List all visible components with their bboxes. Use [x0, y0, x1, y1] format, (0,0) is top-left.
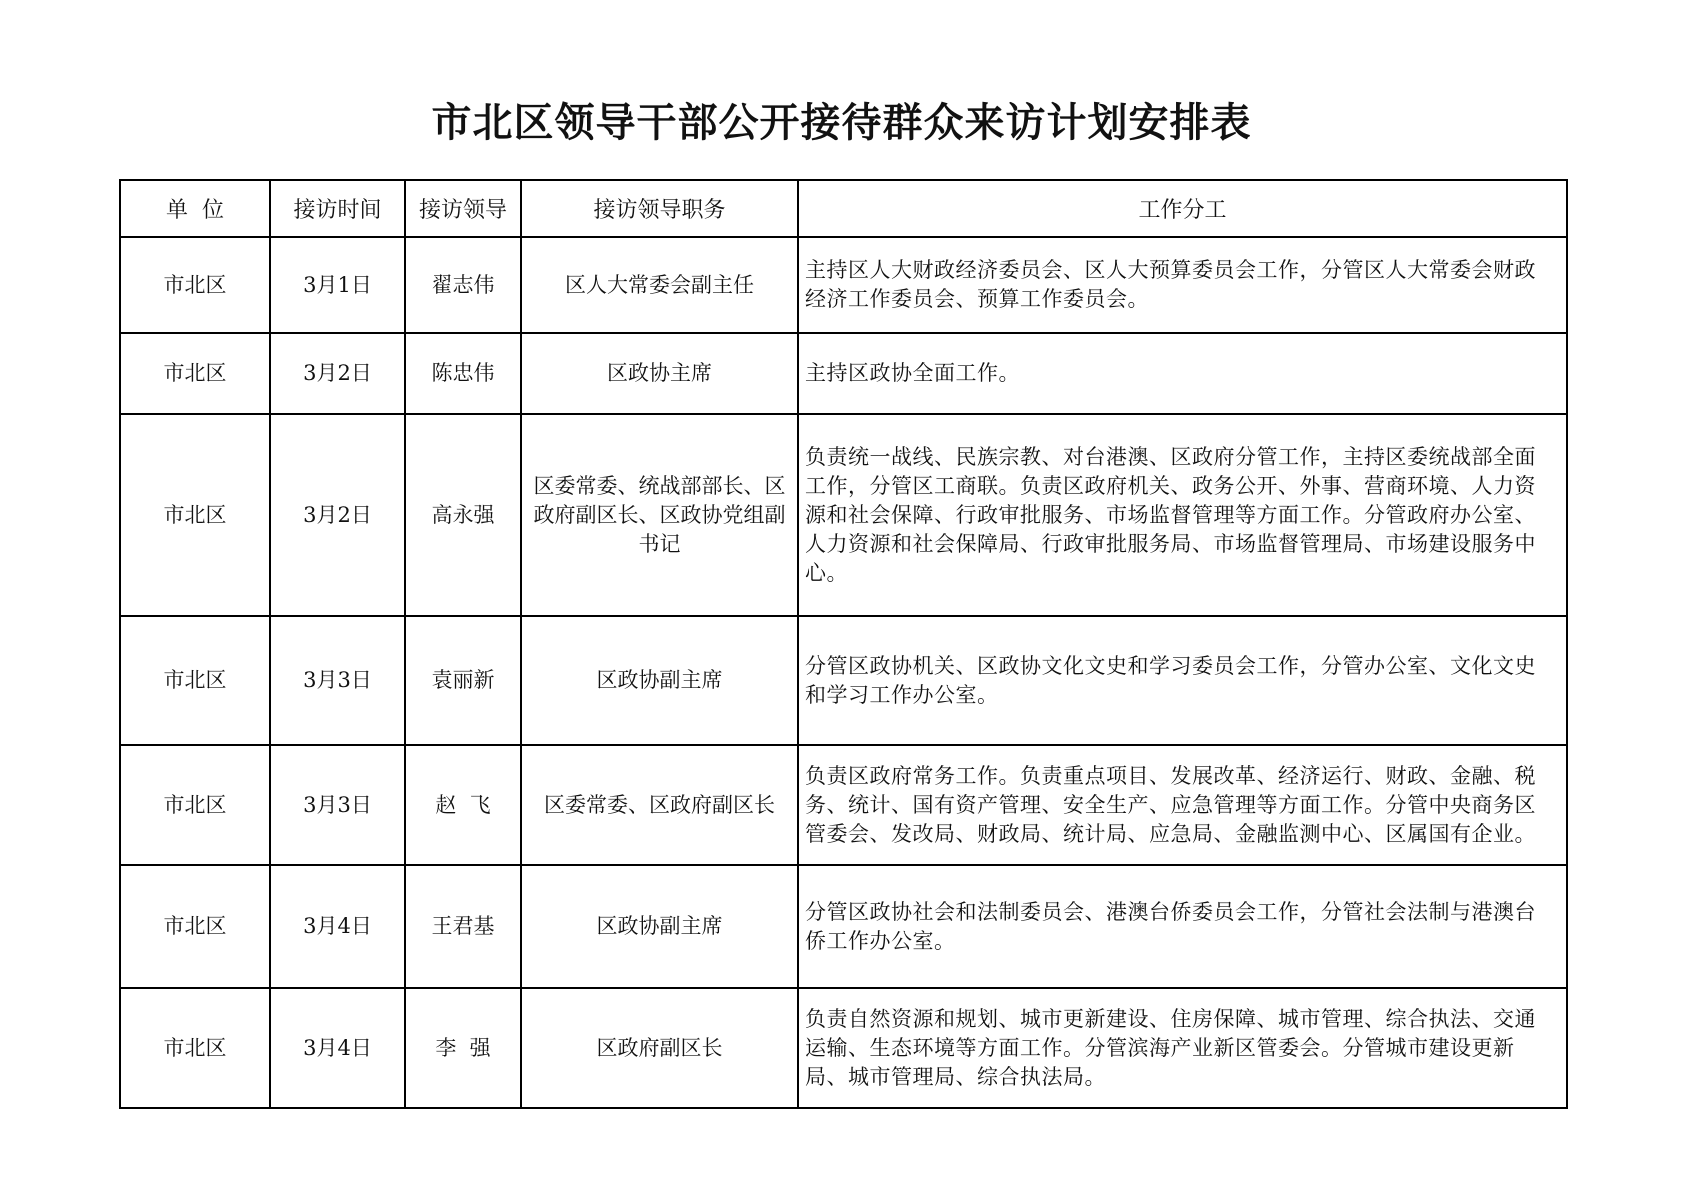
- cell-date: 3月2日: [270, 414, 405, 616]
- document-title: 市北区领导干部公开接待群众来访计划安排表: [431, 99, 1252, 146]
- header-leader: 接访领导: [405, 180, 521, 237]
- cell-date: 3月3日: [270, 745, 405, 865]
- cell-leader: 翟志伟: [405, 237, 521, 333]
- cell-duties: 主持区人大财政经济委员会、区人大预算委员会工作，分管区人大常委会财政经济工作委员会、预算工作委员会。: [798, 237, 1567, 333]
- header-duties: 工作分工: [798, 180, 1567, 237]
- cell-position: 区人大常委会副主任: [521, 237, 798, 333]
- cell-duties: 分管区政协机关、区政协文化文史和学习委员会工作，分管办公室、文化文史和学习工作办公室。: [798, 616, 1567, 745]
- cell-date: 3月3日: [270, 616, 405, 745]
- cell-leader: 王君基: [405, 865, 521, 988]
- table-row: [120, 865, 1567, 988]
- cell-leader: 袁丽新: [405, 616, 521, 745]
- table-row: [120, 745, 1567, 865]
- cell-unit: 市北区: [120, 414, 270, 616]
- cell-date: 3月4日: [270, 988, 405, 1108]
- cell-leader: 赵 飞: [405, 745, 521, 865]
- cell-leader: 高永强: [405, 414, 521, 616]
- header-date: 接访时间: [270, 180, 405, 237]
- cell-unit: 市北区: [120, 865, 270, 988]
- cell-date: 3月4日: [270, 865, 405, 988]
- table-header-row: [120, 180, 1567, 237]
- cell-unit: 市北区: [120, 745, 270, 865]
- cell-duties: 主持区政协全面工作。: [798, 333, 1567, 414]
- header-position: 接访领导职务: [521, 180, 798, 237]
- cell-position: 区政协副主席: [521, 865, 798, 988]
- cell-position: 区政协主席: [521, 333, 798, 414]
- cell-leader: 李 强: [405, 988, 521, 1108]
- reception-schedule-table: [119, 179, 1568, 1109]
- cell-date: 3月2日: [270, 333, 405, 414]
- cell-position: 区委常委、区政府副区长: [521, 745, 798, 865]
- table-row: [120, 988, 1567, 1108]
- cell-duties: 负责统一战线、民族宗教、对台港澳、区政府分管工作，主持区委统战部全面工作，分管区工商联。负责区政府机关、政务公开、外事、营商环境、人力资源和社会保障、行政审批服务、市场监督管理等方面工作。分管政府办公室、人力资源和社会保障局、行政审批服务局、市场监督管理局、市场建设服务中心。: [798, 414, 1567, 616]
- table-row: [120, 237, 1567, 333]
- cell-duties: 负责区政府常务工作。负责重点项目、发展改革、经济运行、财政、金融、税务、统计、国有资产管理、安全生产、应急管理等方面工作。分管中央商务区管委会、发改局、财政局、统计局、应急局、金融监测中心、区属国有企业。: [798, 745, 1567, 865]
- table-row: [120, 414, 1567, 616]
- cell-unit: 市北区: [120, 333, 270, 414]
- cell-date: 3月1日: [270, 237, 405, 333]
- cell-unit: 市北区: [120, 988, 270, 1108]
- cell-position: 区委常委、统战部部长、区政府副区长、区政协党组副书记: [521, 414, 798, 616]
- cell-unit: 市北区: [120, 237, 270, 333]
- table-row: [120, 616, 1567, 745]
- header-unit: 单 位: [120, 180, 270, 237]
- cell-leader: 陈忠伟: [405, 333, 521, 414]
- cell-duties: 分管区政协社会和法制委员会、港澳台侨委员会工作，分管社会法制与港澳台侨工作办公室。: [798, 865, 1567, 988]
- cell-position: 区政协副主席: [521, 616, 798, 745]
- cell-position: 区政府副区长: [521, 988, 798, 1108]
- cell-unit: 市北区: [120, 616, 270, 745]
- table-row: [120, 333, 1567, 414]
- cell-duties: 负责自然资源和规划、城市更新建设、住房保障、城市管理、综合执法、交通运输、生态环境等方面工作。分管滨海产业新区管委会。分管城市建设更新局、城市管理局、综合执法局。: [798, 988, 1567, 1108]
